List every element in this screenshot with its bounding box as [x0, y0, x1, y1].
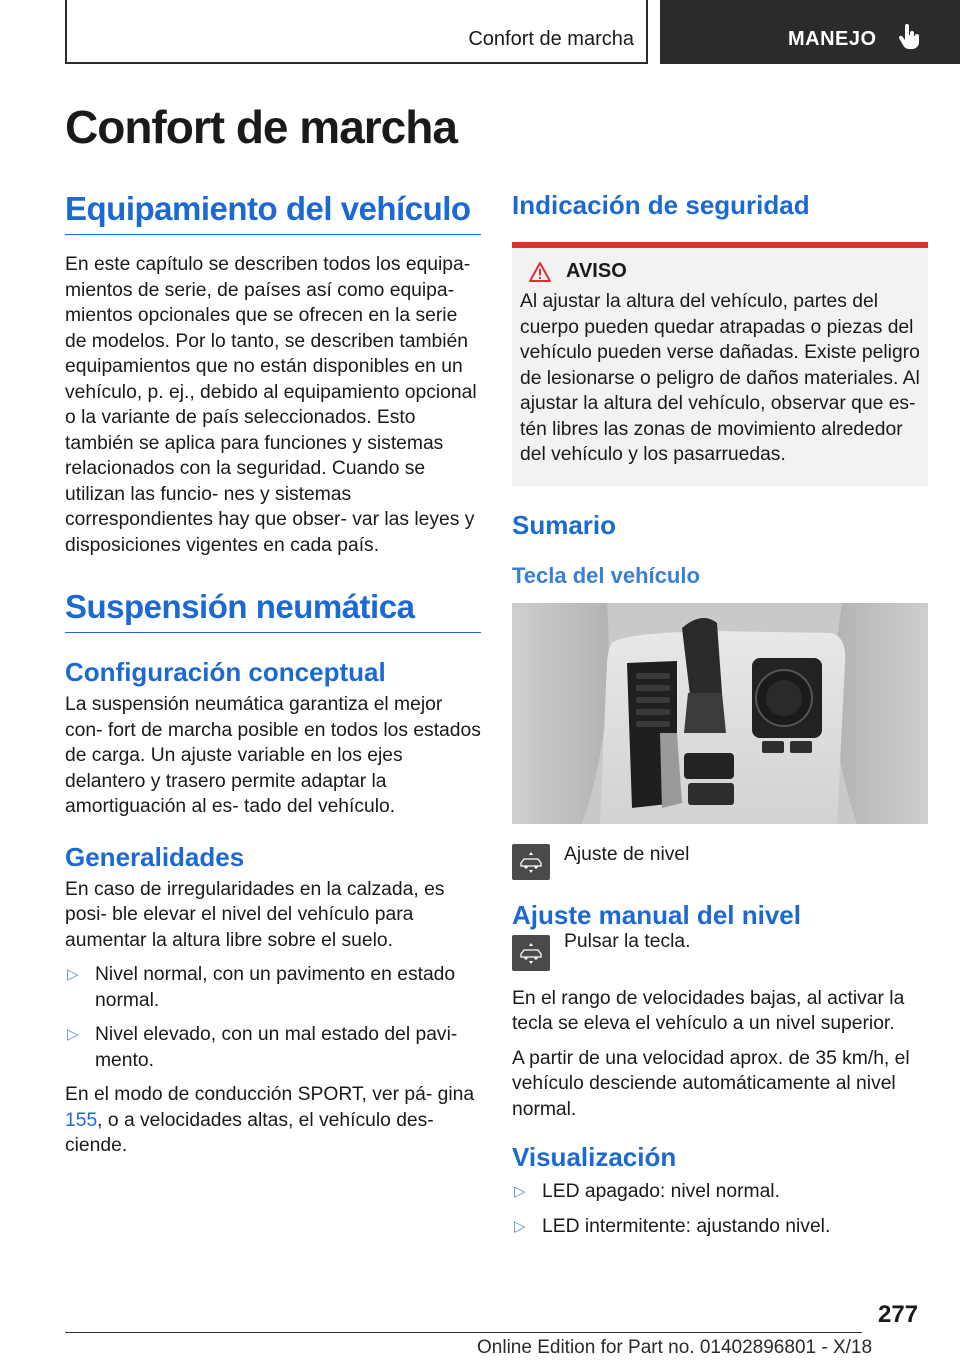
warning-title: [528, 260, 920, 283]
triangle-bullet-icon: ▷: [514, 1183, 526, 1200]
footer-divider: [65, 1332, 862, 1333]
section-heading-display: Visualización: [512, 1142, 677, 1172]
subheading-general: Generalidades: [65, 841, 245, 872]
press-key-row: [512, 930, 928, 971]
triangle-bullet-icon: ▷: [514, 1217, 526, 1235]
section-heading-safety: Indicación de seguridad: [512, 190, 810, 220]
sport-paragraph: [65, 1082, 481, 1159]
triangle-bullet-icon: ▷: [67, 1026, 79, 1043]
manual-paragraph-2: A partir de una velocidad aprox. de 35 km/h, el vehículo desciende automáticamente al nivel normal.: [512, 1047, 910, 1120]
list-item-text: Nivel elevado, con un mal estado del pavi‐ mento.: [95, 1024, 458, 1071]
page-link-155[interactable]: 155: [65, 1109, 98, 1131]
manual-paragraph-1: En el rango de velocidades bajas, al activar la tecla se eleva el vehículo a un nivel superior.: [512, 987, 905, 1034]
center-console-photo: [512, 603, 928, 824]
center-console-illustration: [512, 603, 928, 824]
car-level-arrows-icon: [516, 941, 546, 965]
page-title: Confort de marcha: [65, 101, 457, 153]
pointing-hand-icon: [898, 24, 920, 50]
key-caption: Ajuste de nivel: [564, 843, 690, 865]
key-legend-row: [512, 844, 928, 880]
list-item-text: LED apagado: nivel normal.: [542, 1181, 780, 1202]
car-level-arrows-icon: [516, 850, 546, 874]
list-item: [65, 962, 481, 1013]
warning-label: AVISO: [566, 260, 627, 282]
level-list: [65, 962, 481, 1073]
list-item-text: LED intermitente: ajustando nivel.: [542, 1215, 831, 1237]
sport-text-b: , o a velocidades altas, el vehículo des‐ ciende.: [65, 1109, 434, 1156]
left-column: [65, 190, 481, 1159]
sport-text-a: En el modo de conducción SPORT, ver pá‐ gina: [65, 1084, 475, 1105]
warning-box: [512, 248, 928, 486]
section-heading-summary: Sumario: [512, 509, 617, 540]
page-number: 277: [878, 1301, 919, 1328]
list-item: [512, 1214, 928, 1240]
equipment-paragraph: En este capítulo se describen todos los equipa‐ mientos de serie, de países así como equipa‐ mientos opcionales que se ofrecen en la serie de modelos. Por lo tanto, se describen también equipamientos que no están disponibles en un vehículo, p. ej., debido al equipamiento opcional o la variante de país seleccionados. Esto también se aplica para funciones y sistemas relacionados con la seguridad. Cuando se utilizan las funcio‐ nes y sistemas correspondientes hay que obser‐ var las leyes y disposiciones vigentes en cada país.: [65, 254, 477, 556]
section-heading-equipment: Equipamiento del vehículo: [65, 190, 481, 235]
header-section-box: [65, 0, 648, 64]
right-column: [512, 190, 928, 1239]
footer-edition: Online Edition for Part no. 01402896801 - X/18: [477, 1337, 873, 1358]
warning-triangle-icon: [528, 261, 552, 283]
vehicle-level-icon[interactable]: [512, 844, 550, 880]
triangle-bullet-icon: ▷: [67, 966, 79, 983]
header-chapter-label: MANEJO: [788, 28, 877, 50]
press-key-text: Pulsar la tecla.: [564, 930, 691, 952]
display-list: [512, 1179, 928, 1239]
warning-text: Al ajustar la altura del vehículo, partes del cuerpo pueden quedar atrapadas o piezas del vehículo pueden verse dañadas. Existe peligro de lesionarse o peligro de daños materiales. Al ajustar la altura del vehículo, observar que es‐ tén libres las zonas de movimiento alrededor del vehículo y los pasarruedas.: [520, 291, 920, 465]
subheading-concept: Configuración conceptual: [65, 657, 386, 687]
general-paragraph: En caso de irregularidades en la calzada, es posi‐ ble elevar el nivel del vehículo para aumentar la altura libre sobre el suelo.: [65, 878, 445, 951]
list-item-text: Nivel normal, con un pavimento en estado normal.: [95, 964, 456, 1011]
concept-paragraph: La suspensión neumática garantiza el mejor con‐ fort de marcha posible en todos los estados de carga. Un ajuste variable en los ejes delantero y trasero permite adaptar la amortiguación al es‐ tado del vehículo.: [65, 694, 481, 817]
list-item: [512, 1179, 928, 1205]
vehicle-level-icon[interactable]: [512, 935, 550, 971]
list-item: [65, 1022, 481, 1073]
section-heading-manual-level: Ajuste manual del nivel: [512, 899, 801, 930]
header-section-title: Confort de marcha: [468, 28, 634, 50]
header-chapter-tab[interactable]: [660, 0, 960, 64]
subheading-vehicle-key: Tecla del vehículo: [512, 562, 700, 588]
section-heading-air-suspension: Suspensión neumática: [65, 588, 481, 633]
